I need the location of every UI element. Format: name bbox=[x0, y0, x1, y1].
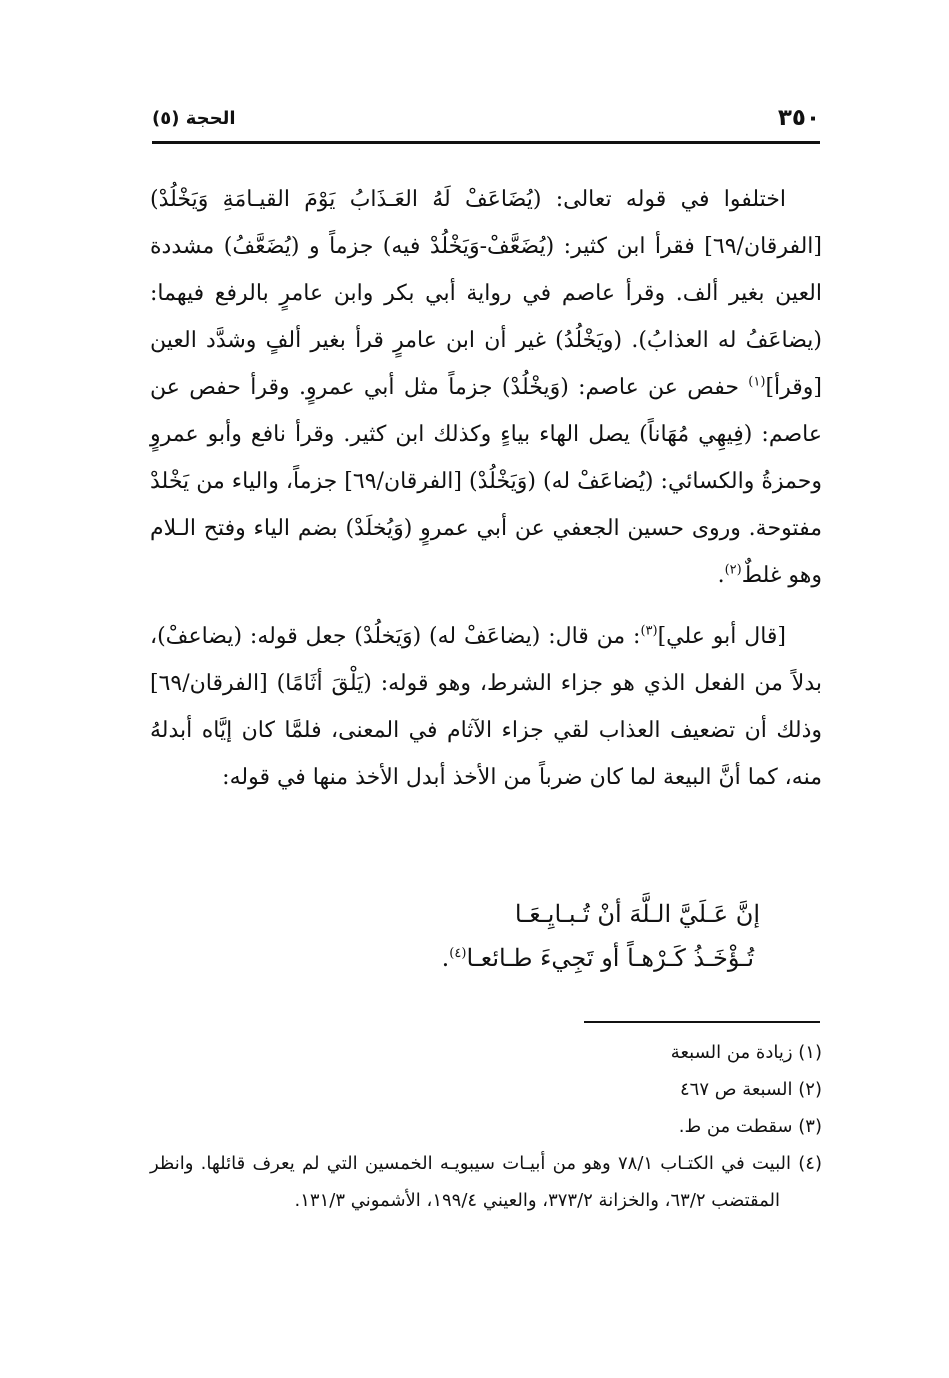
footnote-number: (٣) bbox=[798, 1116, 822, 1137]
paragraph-abu-ali-text: [قال أبو علي] bbox=[657, 624, 786, 649]
footnote-number: (٤) bbox=[798, 1153, 822, 1174]
footnote-ref-4: (٤) bbox=[449, 946, 467, 961]
footnote-number: (١) bbox=[798, 1042, 822, 1063]
verse-line-1: إنَّ عَـلَيَّ الـلَّهَ أنْ تُـبـايِـعَـا bbox=[514, 900, 760, 928]
main-text bbox=[150, 176, 822, 801]
footnote-ref-1: (١) bbox=[748, 374, 766, 390]
running-title: الحجة (٥) bbox=[152, 107, 236, 129]
footnote-number: (٢) bbox=[798, 1079, 822, 1100]
footnote-ref-3: (٣) bbox=[640, 623, 658, 639]
verse-end: . bbox=[441, 944, 450, 972]
footnote-1 bbox=[150, 1034, 822, 1071]
footnotes bbox=[150, 1034, 822, 1219]
footnote-ref-2: (٢) bbox=[724, 562, 742, 578]
page-number: ٣٥٠ bbox=[777, 105, 820, 131]
paragraph-readings-text-2: حفص عن عاصم: (وَيخْلُدْ) جزماً مثل أبي عمروٍ. وقرأ حفص عن عاصم: (فِيهِي مُهَاناً) يصل الهاء بياءٍ وكذلك ابن كثير. وقرأ نافع وأبو عمروٍ وحمزةُ والكسائي: (يُضاعَفْ له) (وَيَخْلُدْ) [الفرقان/٦٩] جزماً، والياء من يَخْلدْ مفتوحة. وروى حسين الجعفي عن أبي عمروٍ (وَيُخلَدْ) بضم الياء وفتح الـلام وهو غلطٌ bbox=[150, 375, 822, 588]
footnote-2 bbox=[150, 1071, 822, 1108]
footnote-text: زيادة من السبعة bbox=[670, 1042, 793, 1063]
footnote-text: سقطت من ط. bbox=[678, 1116, 793, 1137]
paragraph-readings bbox=[150, 176, 822, 599]
poetry-verse bbox=[150, 892, 822, 980]
paragraph-abu-ali-text-2: : من قال: (يضاعَفْ له) (وَيَخلُدْ) جعل قوله: (يضاعفْ)، بدلاً من الفعل الذي هو جزاء الشرط، وهو قوله: (يَلْقَ أثَامًا) [الفرقان/٦٩] وذلك أن تضعيف العذاب لقي جزاء الآثام في المعنى، فلمَّا كان إيَّاه أبدلهُ منه، كما أنَّ البيعة لما كان ضرباً من الأخذ أبدل الأخذ منها في قوله: bbox=[150, 624, 822, 790]
verse-line-2 bbox=[150, 936, 822, 980]
footnote-text: السبعة ص ٤٦٧ bbox=[680, 1079, 793, 1100]
footnote-text: البيت في الكتـاب ٧٨/١ وهو من أبيـات سيبويـه الخمسين التي لم يعرف قائلها. وانظر المقتضب ٦٣/٢، والخزانة ٣٧٣/٢، والعيني ١٩٩/٤، الأشموني ١٣١/٣. bbox=[150, 1153, 792, 1211]
footnote-separator bbox=[584, 1021, 820, 1023]
paragraph-readings-text: اختلفوا في قوله تعالى: (يُضَاعَفْ لَهُ العَـذَابُ يَوْمَ القيـامَةِ وَيَخْلُدْ) [الفرقان/٦٩] فقرأ ابن كثير: (يُضَعَّفْ-وَيَخْلُدْ فيه) جزماً و (يُضَعَّفُ) مشددة العين بغير ألف. وقرأ عاصم في رواية أبي بكر وابن عامرٍ بالرفع فيهما: (يضاعَفُ له العذابُ). (ويَخْلُدُ) غير أن ابن عامرٍ قرأ بغير ألفٍ وشدَّد العين [وقرأ] bbox=[150, 187, 822, 400]
footnote-4 bbox=[150, 1145, 822, 1219]
header-rule bbox=[152, 141, 820, 144]
paragraph-readings-end: . bbox=[717, 563, 725, 588]
paragraph-abu-ali bbox=[150, 613, 822, 801]
page-header bbox=[152, 98, 820, 138]
verse-line-2-text: تُـؤْخَـذُ كَـرْهـاً أو تَجِيءَ طـائعـا bbox=[466, 944, 754, 972]
footnote-3 bbox=[150, 1108, 822, 1145]
